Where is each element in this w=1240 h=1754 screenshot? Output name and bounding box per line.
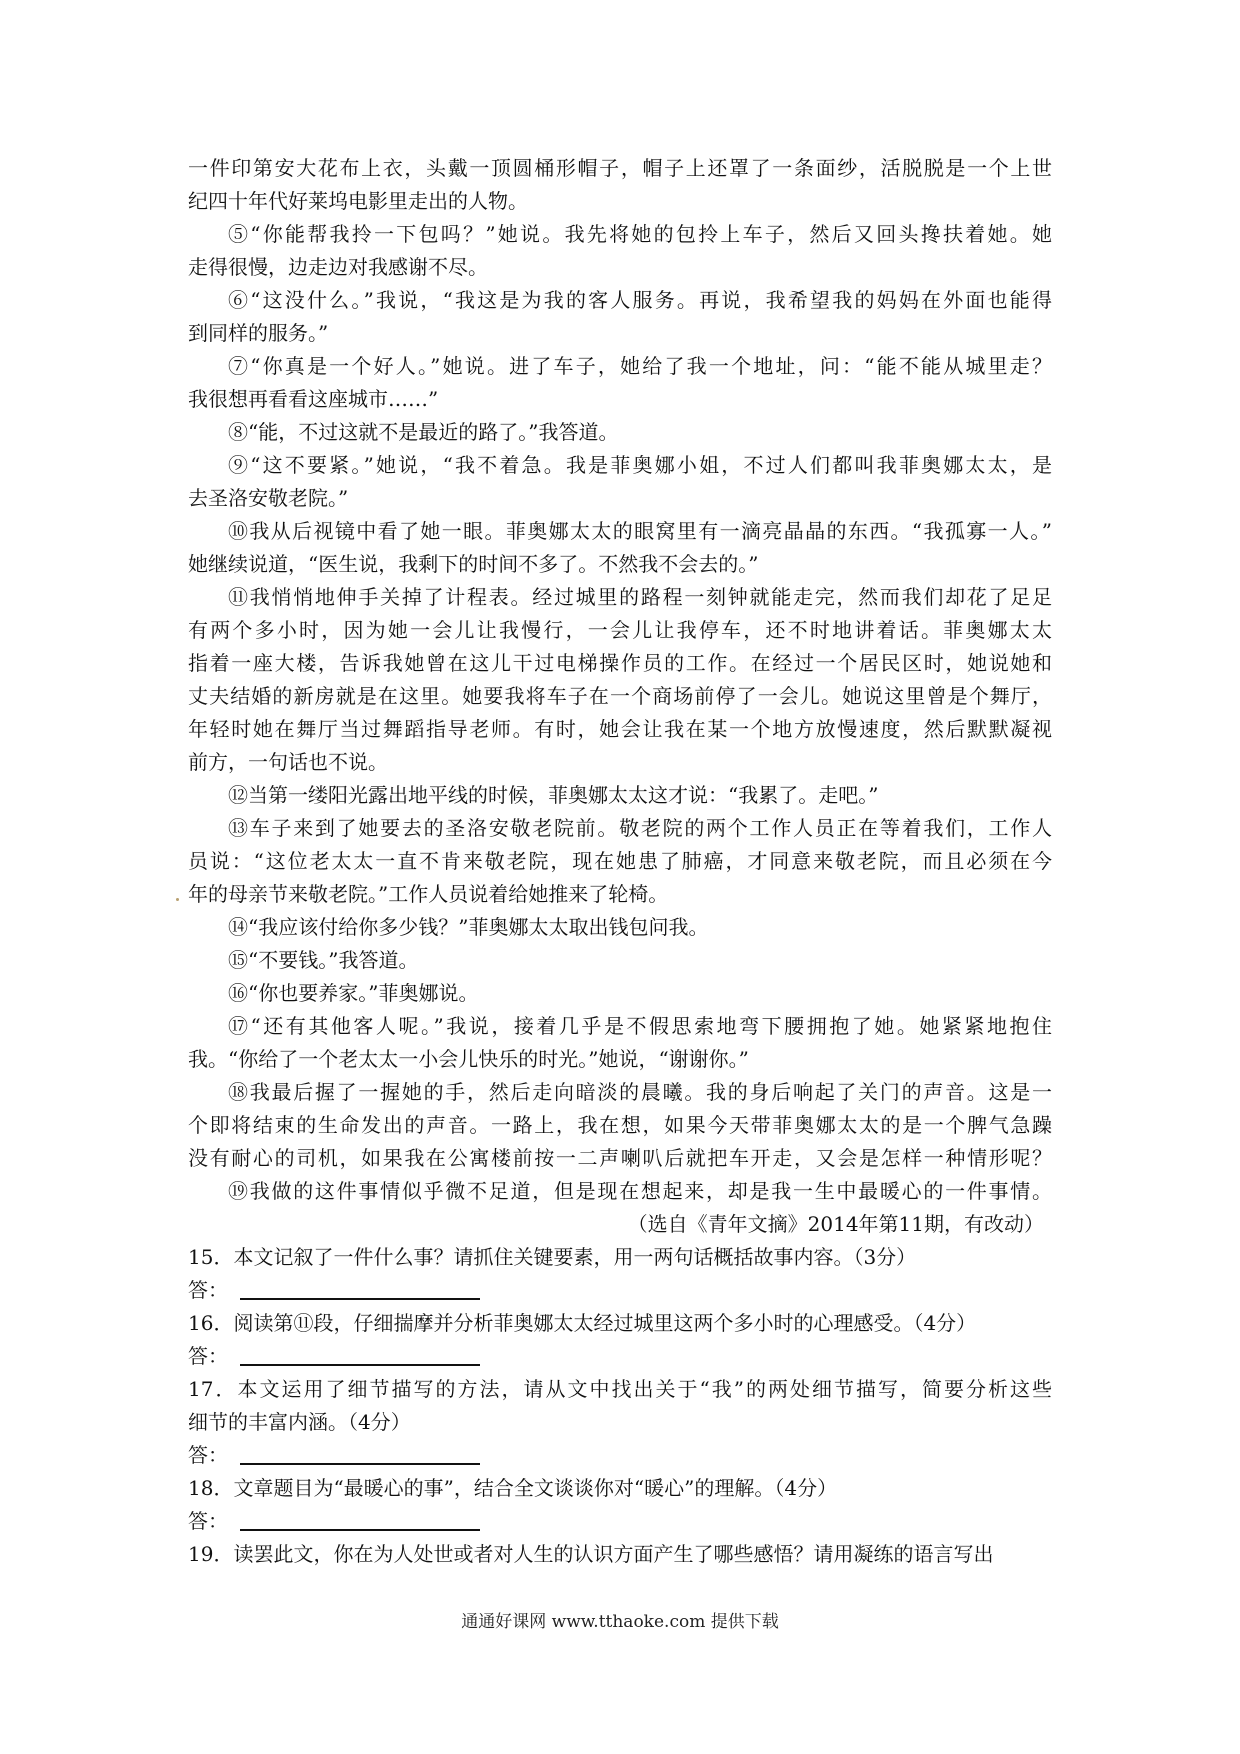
paragraph-line: 丈夫结婚的新房就是在这里。她要我将车子在一个商场前停了一会儿。她说这里曾是个舞厅， [188,684,1052,708]
paragraph-line: ⑮“不要钱。”我答道。 [228,948,419,972]
paragraph-line: 个即将结束的生命发出的声音。一路上，我在想，如果今天带菲奥娜太太的是一个脾气急躁 [188,1113,1052,1137]
paragraph-line: ⑭“我应该付给你多少钱？”菲奥娜太太取出钱包问我。 [228,915,709,939]
question-text: 19．读罢此文，你在为人处世或者对人生的认识方面产生了哪些感悟？请用凝练的语言写出 [188,1542,994,1566]
paragraph-line: ⑪我悄悄地伸手关掉了计程表。经过城里的路程一刻钟就能走完，然而我们却花了足足 [228,585,1052,609]
paragraph-line: ⑫当第一缕阳光露出地平线的时候，菲奥娜太太这才说：“我累了。走吧。” [228,783,879,807]
answer-label: 答： [188,1344,228,1368]
paragraph-line: ⑧“能，不过这就不是最近的路了。”我答道。 [228,420,619,444]
question-text: 16．阅读第⑪段，仔细揣摩并分析菲奥娜太太经过城里这两个多小时的心理感受。（4分） [188,1311,977,1335]
paragraph-line: ⑥“这没什么。”我说，“我这是为我的客人服务。再说，我希望我的妈妈在外面也能得 [228,288,1052,312]
reading-passage [188,152,1052,1571]
answer-blank[interactable] [240,1297,480,1300]
paragraph-line: 员说：“这位老太太一直不肯来敬老院，现在她患了肺癌，才同意来敬老院，而且必须在今 [188,849,1052,873]
paragraph-line: 有两个多小时，因为她一会儿让我慢行，一会儿让我停车，还不时地讲着话。菲奥娜太太 [188,618,1052,642]
scan-speck [176,898,179,901]
paragraph-line: ⑱我最后握了一握她的手，然后走向暗淡的晨曦。我的身后响起了关门的声音。这是一 [228,1080,1052,1104]
paragraph-line: ⑯“你也要养家。”菲奥娜说。 [228,981,479,1005]
paragraph-line: ⑨“这不要紧。”她说，“我不着急。我是菲奥娜小姐，不过人们都叫我菲奥娜太太，是 [228,453,1052,477]
answer-label: 答： [188,1443,228,1467]
paragraph-line: 一件印第安大花布上衣，头戴一顶圆桶形帽子，帽子上还罩了一条面纱，活脱脱是一个上世 [188,156,1052,180]
paragraph-line: ⑲我做的这件事情似乎微不足道，但是现在想起来，却是我一生中最暖心的一件事情。 [228,1179,1052,1203]
source-citation: （选自《青年文摘》2014年第11期，有改动） [627,1212,1044,1236]
answer-blank[interactable] [240,1528,480,1531]
question-text: 细节的丰富内涵。（4分） [188,1410,411,1434]
paragraph-line: 到同样的服务。” [188,321,329,345]
paragraph-line: 没有耐心的司机，如果我在公寓楼前按一二声喇叭后就把车开走，又会是怎样一种情形呢？ [188,1146,1052,1170]
paragraph-line: 纪四十年代好莱坞电影里走出的人物。 [188,189,528,213]
answer-label: 答： [188,1278,228,1302]
paragraph-line: ⑬车子来到了她要去的圣洛安敬老院前。敬老院的两个工作人员正在等着我们，工作人 [228,816,1052,840]
question-text: 18．文章题目为“最暖心的事”，结合全文谈谈你对“暖心”的理解。（4分） [188,1476,838,1500]
paragraph-line: ⑤“你能帮我拎一下包吗？”她说。我先将她的包拎上车子，然后又回头搀扶着她。她 [228,222,1052,246]
paragraph-line: 指着一座大楼，告诉我她曾在这儿干过电梯操作员的工作。在经过一个居民区时，她说她和 [188,651,1052,675]
question-text: 15．本文记叙了一件什么事？请抓住关键要素，用一两句话概括故事内容。（3分） [188,1245,917,1269]
paragraph-line: 我。“你给了一个老太太一小会儿快乐的时光。”她说，“谢谢你。” [188,1047,749,1071]
paragraph-line: ⑩我从后视镜中看了她一眼。菲奥娜太太的眼窝里有一滴亮晶晶的东西。“我孤寡一人。” [228,519,1052,543]
paragraph-line: 年轻时她在舞厅当过舞蹈指导老师。有时，她会让我在某一个地方放慢速度，然后默默凝视 [188,717,1052,741]
paragraph-line: 我很想再看看这座城市……” [188,387,439,411]
paragraph-line: ⑰“还有其他客人呢。”我说，接着几乎是不假思索地弯下腰拥抱了她。她紧紧地抱住 [228,1014,1052,1038]
answer-blank[interactable] [240,1363,480,1366]
paragraph-line: 年的母亲节来敬老院。”工作人员说着给她推来了轮椅。 [188,882,669,906]
page-footer: 通通好课网 www.tthaoke.com 提供下载 [461,1612,779,1632]
answer-row [188,1340,1052,1373]
answer-row [188,1505,1052,1538]
question-text: 17．本文运用了细节描写的方法，请从文中找出关于“我”的两处细节描写，简要分析这些 [188,1377,1052,1401]
paragraph-line: 前方，一句话也不说。 [188,750,388,774]
answer-row [188,1439,1052,1472]
paragraph-line: 去圣洛安敬老院。” [188,486,349,510]
answer-label: 答： [188,1509,228,1533]
paragraph-line: 走得很慢，边走边对我感谢不尽。 [188,255,488,279]
paragraph-line: ⑦“你真是一个好人。”她说。进了车子，她给了我一个地址，问：“能不能从城里走？ [228,354,1052,378]
paragraph-line: 她继续说道，“医生说，我剩下的时间不多了。不然我不会去的。” [188,552,759,576]
answer-blank[interactable] [240,1462,480,1465]
answer-row [188,1274,1052,1307]
